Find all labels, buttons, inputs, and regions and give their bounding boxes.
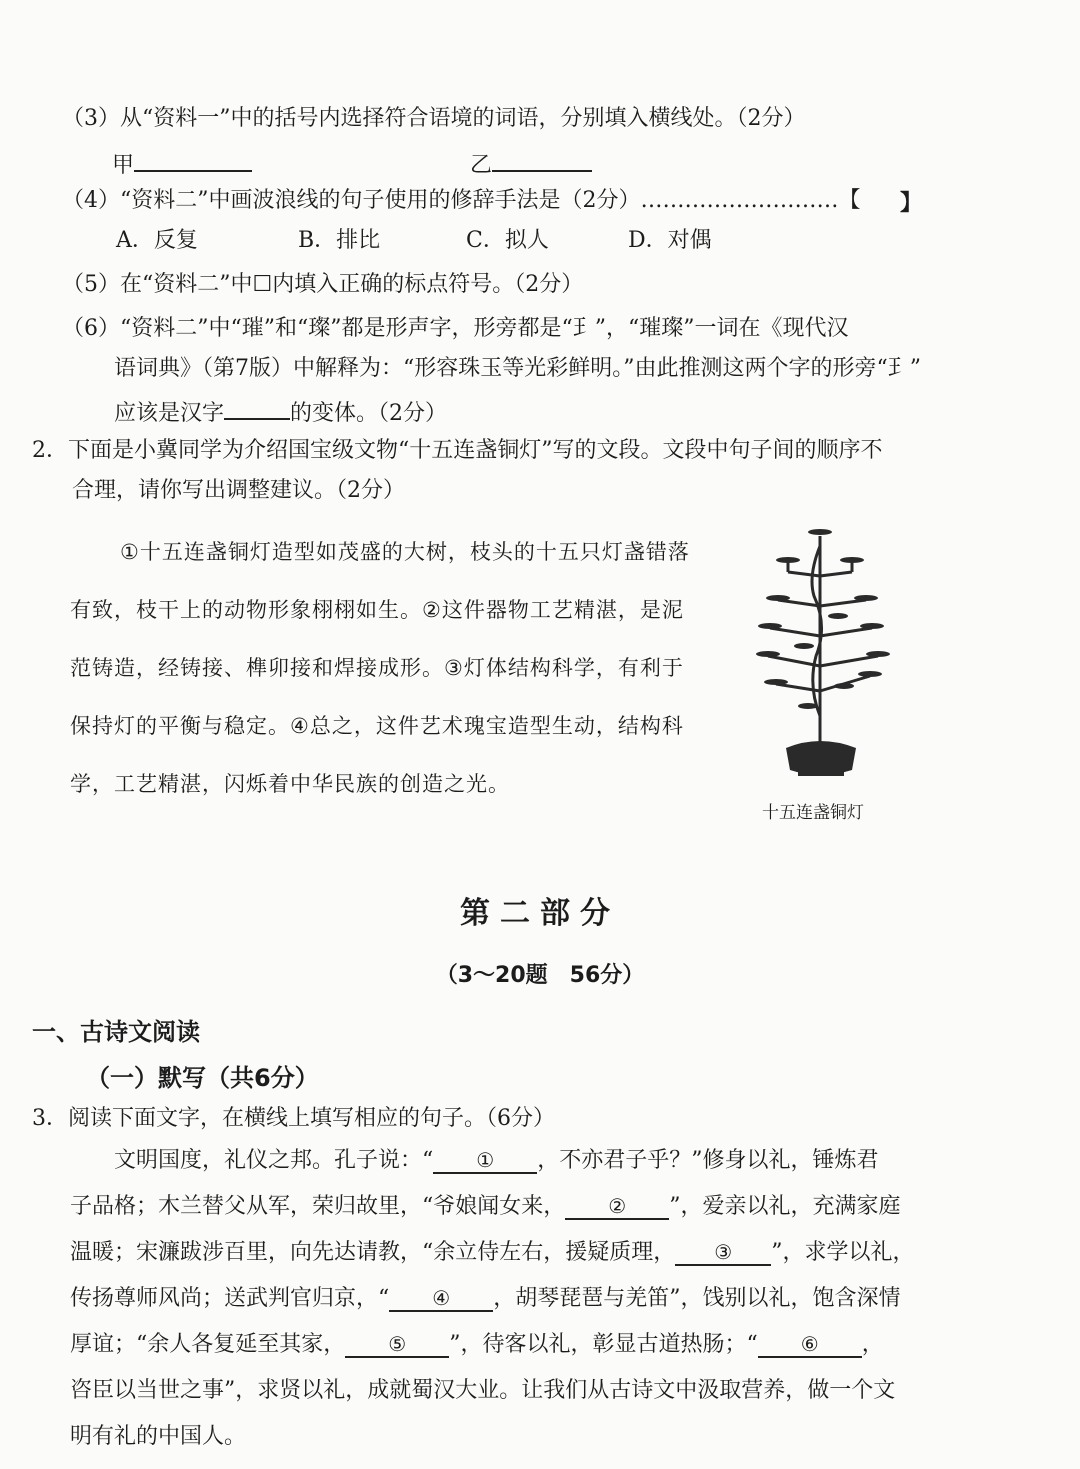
q1-5-prompt: （5）在“资料二”中☐内填入正确的标点符号。（2分） [62, 272, 584, 297]
answer-blank-4[interactable]: ④ [389, 1286, 493, 1312]
passage-line-2: 有致，枝干上的动物形象栩栩如生。②这件器物工艺精湛，是泥 [70, 598, 684, 622]
q3-line-3-b: ”，求学以礼， [771, 1240, 915, 1265]
q1-6-line-1: （6）“资料二”中“璀”和“璨”都是形声字，形旁都是“𤣩”，“璀璨”一词在《现代汉 [62, 316, 849, 341]
answer-blank-6[interactable]: ⑥ [758, 1332, 862, 1358]
passage-line-5: 学，工艺精湛，闪烁着中华民族的创造之光。 [70, 772, 510, 796]
q3-line-7: 明有礼的中国人。 [70, 1424, 247, 1449]
q3-line-3-a: 温暖；宋濂跋涉百里，向先达请教，“余立侍左右，援疑质理， [70, 1240, 676, 1265]
q3-line-2-a: 子品格；木兰替父从军，荣归故里，“爷娘闻女来， [70, 1194, 566, 1219]
option-c[interactable]: C．拟人 [466, 228, 549, 253]
q3-line-2 [70, 1192, 901, 1222]
q3-line-3 [70, 1238, 915, 1268]
q3-line-5-a: 厚谊；“余人各复延至其家， [70, 1332, 346, 1357]
q3-line-1-a: 文明国度，礼仪之邦。孔子说：“ [114, 1148, 434, 1173]
option-a[interactable]: A．反复 [116, 228, 198, 253]
q1-3-prompt: （3）从“资料一”中的括号内选择符合语境的词语，分别填入横线处。（2分） [62, 106, 806, 131]
option-d[interactable]: D．对偶 [628, 228, 712, 253]
q1-4-bracket-close: 】 [900, 190, 923, 216]
part-title: 第二部分 [460, 896, 620, 931]
lamp-caption: 十五连盏铜灯 [762, 803, 864, 823]
answer-blank-5[interactable]: ⑤ [345, 1332, 449, 1358]
label-yi: 乙 [470, 153, 493, 178]
answer-blank-yi[interactable] [492, 146, 592, 172]
answer-blank-2[interactable]: ② [565, 1194, 669, 1220]
label-jia: 甲 [112, 153, 135, 178]
q2-line-2: 合理，请你写出调整建议。（2分） [72, 478, 405, 503]
q3-line-4-a: 传扬尊师风尚；送武判官归京，“ [70, 1286, 390, 1311]
q3-line-6: 咨臣以当世之事”，求贤以礼，成就蜀汉大业。让我们从古诗文中汲取营养，做一个文 [70, 1378, 896, 1403]
section-title: 一、古诗文阅读 [32, 1018, 200, 1046]
q3-line-5-c: ， [861, 1332, 884, 1357]
q3-line-1 [114, 1146, 879, 1176]
q3-line-4 [70, 1284, 901, 1314]
q3-intro: 3．阅读下面文字，在横线上填写相应的句子。（6分） [32, 1106, 555, 1131]
passage-line-3: 范铸造，经铸接、榫卯接和焊接成形。③灯体结构科学，有利于 [70, 656, 684, 680]
subsection-title: （一）默写（共6分） [86, 1064, 319, 1092]
q1-6-line-3-post: 的变体。（2分） [290, 401, 448, 426]
q1-6-line-3-pre: 应该是汉字 [114, 401, 225, 426]
q1-3-blank-b [470, 146, 592, 181]
q3-line-5-b: ”，待客以礼，彰显古道热肠；“ [449, 1332, 758, 1357]
answer-blank-jia[interactable] [134, 146, 252, 172]
q3-line-5 [70, 1330, 884, 1360]
passage-line-1: ①十五连盏铜灯造型如茂盛的大树，枝头的十五只灯盏错落 [120, 540, 690, 564]
answer-blank-1[interactable]: ① [433, 1148, 537, 1174]
bronze-lamp-image [748, 516, 898, 792]
q3-line-2-b: ”，爱亲以礼，充满家庭 [669, 1194, 901, 1219]
q1-4-prompt: （4）“资料二”中画波浪线的句子使用的修辞手法是（2分）………………………【 [62, 188, 861, 213]
answer-blank-radical[interactable] [224, 394, 290, 420]
answer-blank-3[interactable]: ③ [675, 1240, 771, 1266]
passage-line-4: 保持灯的平衡与稳定。④总之，这件艺术瑰宝造型生动，结构科 [70, 714, 684, 738]
q1-6-line-3 [114, 394, 447, 429]
q3-line-4-b: ，胡琴琵琶与羌笛”，饯别以礼，饱含深情 [493, 1286, 901, 1311]
part-subtitle: （3～20题 56分） [435, 963, 645, 988]
q1-6-line-2: 语词典》（第7版）中解释为：“形容珠玉等光彩鲜明。”由此推测这两个字的形旁“𤣩” [114, 356, 921, 381]
q2-line-1: 2．下面是小冀同学为介绍国宝级文物“十五连盏铜灯”写的文段。文段中句子间的顺序不 [32, 438, 883, 463]
q1-3-blank-a [112, 146, 252, 181]
option-b[interactable]: B．排比 [298, 228, 381, 253]
q3-line-1-b: ，不亦君子乎？”修身以礼，锤炼君 [537, 1148, 879, 1173]
